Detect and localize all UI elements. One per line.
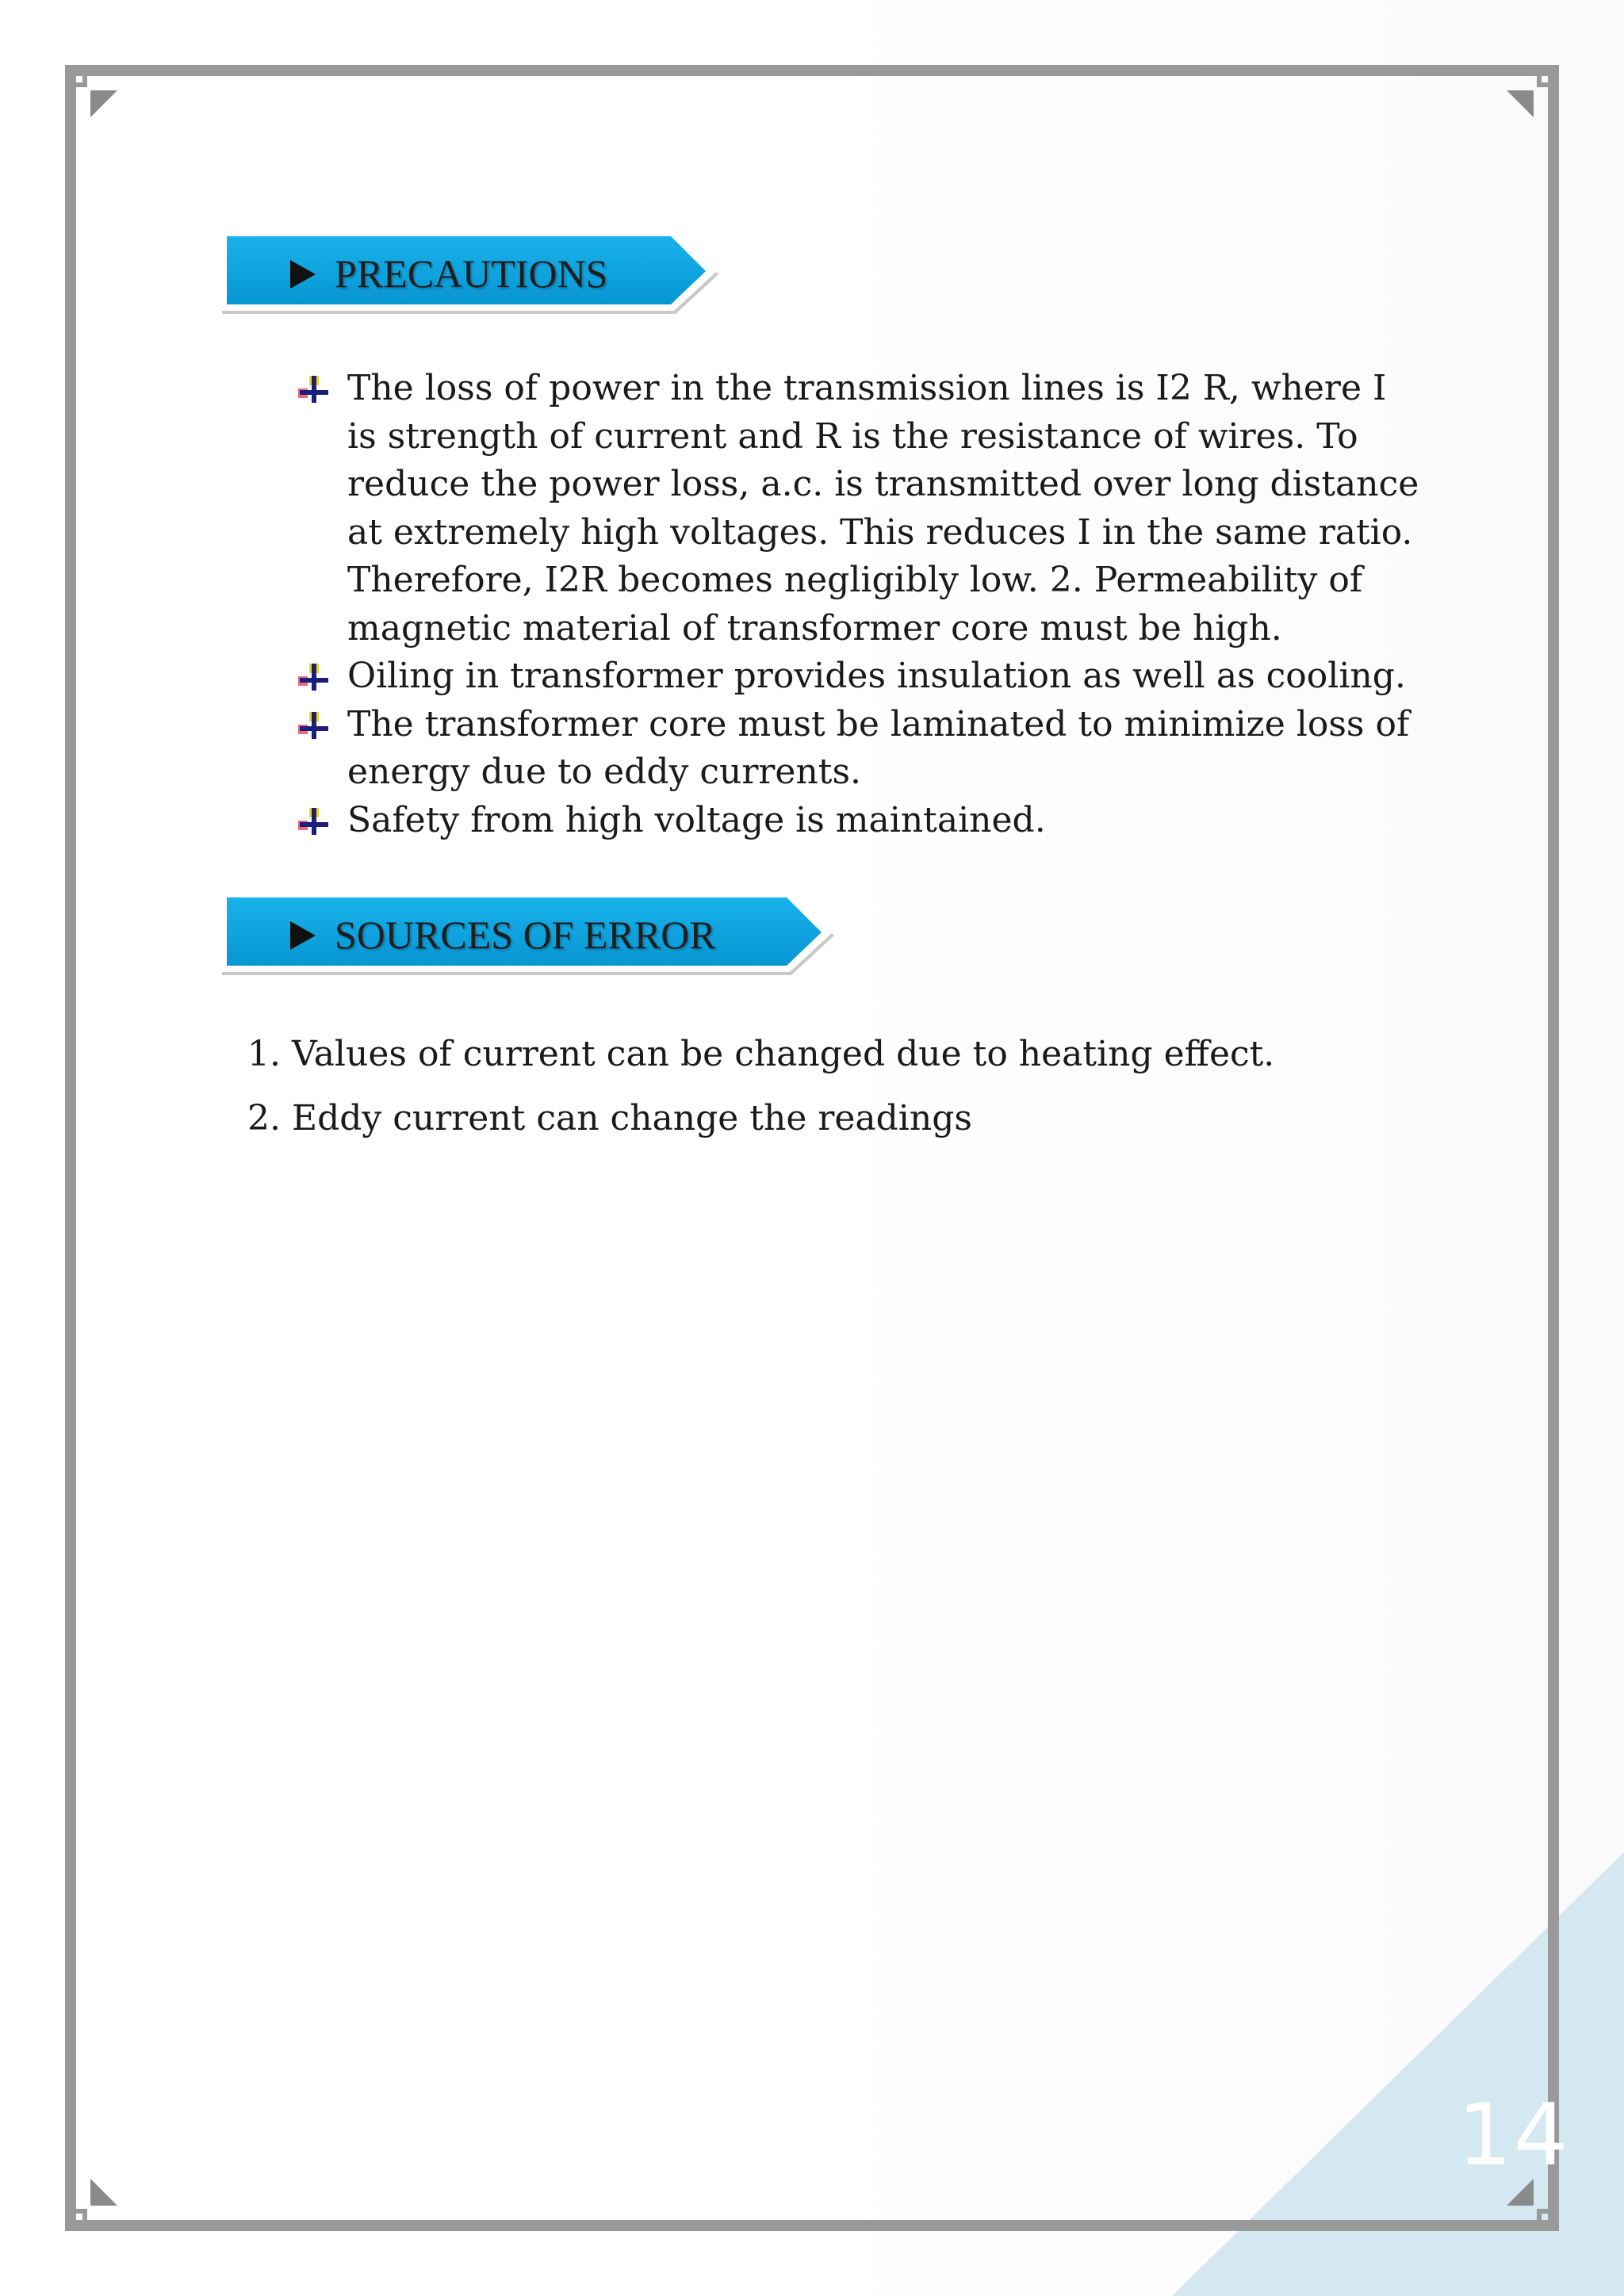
frame-tick <box>1537 2209 1559 2214</box>
frame-tick <box>82 65 87 87</box>
arrowhead-bullet-icon <box>290 921 316 950</box>
list-item <box>298 701 1424 797</box>
list-item <box>298 365 1424 652</box>
precaution-text: Oiling in transformer provides insulation as well as cooling. <box>347 656 1406 696</box>
list-item <box>298 652 1424 701</box>
frame-right-border <box>1548 65 1559 2231</box>
corner-triangle-top-right <box>1507 90 1534 117</box>
list-item <box>298 797 1424 845</box>
list-item: 1. Values of current can be changed due to heating effect. <box>247 1034 1275 1074</box>
frame-top-border <box>65 65 1559 76</box>
precaution-text: Safety from high voltage is maintained. <box>347 799 1046 840</box>
cross-bullet-icon <box>298 376 330 403</box>
frame-left-border <box>65 65 76 2231</box>
frame-tick <box>1537 82 1559 87</box>
precaution-text: The loss of power in the transmission lines is I2 R, where I is strength of current and R is the resistance of wires. To reduce the power loss, a.c. is transmitted over long distance at extremely high voltages. This reduces I in the same ratio. Therefore, I2R becomes negligibly low. 2. Permeability of magnetic material of transformer core must be high. <box>347 368 1419 649</box>
page-number: 14 <box>1457 2086 1570 2185</box>
precautions-banner <box>219 228 726 317</box>
precaution-text: The transformer core must be laminated to minimize loss of energy due to eddy currents. <box>347 703 1410 792</box>
frame-tick <box>82 2209 87 2231</box>
corner-triangle-top-left <box>90 90 117 117</box>
arrowhead-bullet-icon <box>290 260 316 289</box>
section-heading: SOURCES OF ERROR <box>335 913 716 957</box>
precautions-list <box>298 365 1424 844</box>
sources-of-error-list <box>247 1031 1274 1159</box>
sources-of-error-banner <box>219 890 842 978</box>
cross-bullet-icon <box>298 808 330 835</box>
frame-bottom-border <box>65 2220 1559 2231</box>
cross-bullet-icon <box>298 712 330 739</box>
cross-bullet-icon <box>298 664 330 691</box>
corner-triangle-bottom-left <box>90 2179 117 2206</box>
section-heading: PRECAUTIONS <box>335 251 608 296</box>
list-item: 2. Eddy current can change the readings <box>247 1098 972 1138</box>
